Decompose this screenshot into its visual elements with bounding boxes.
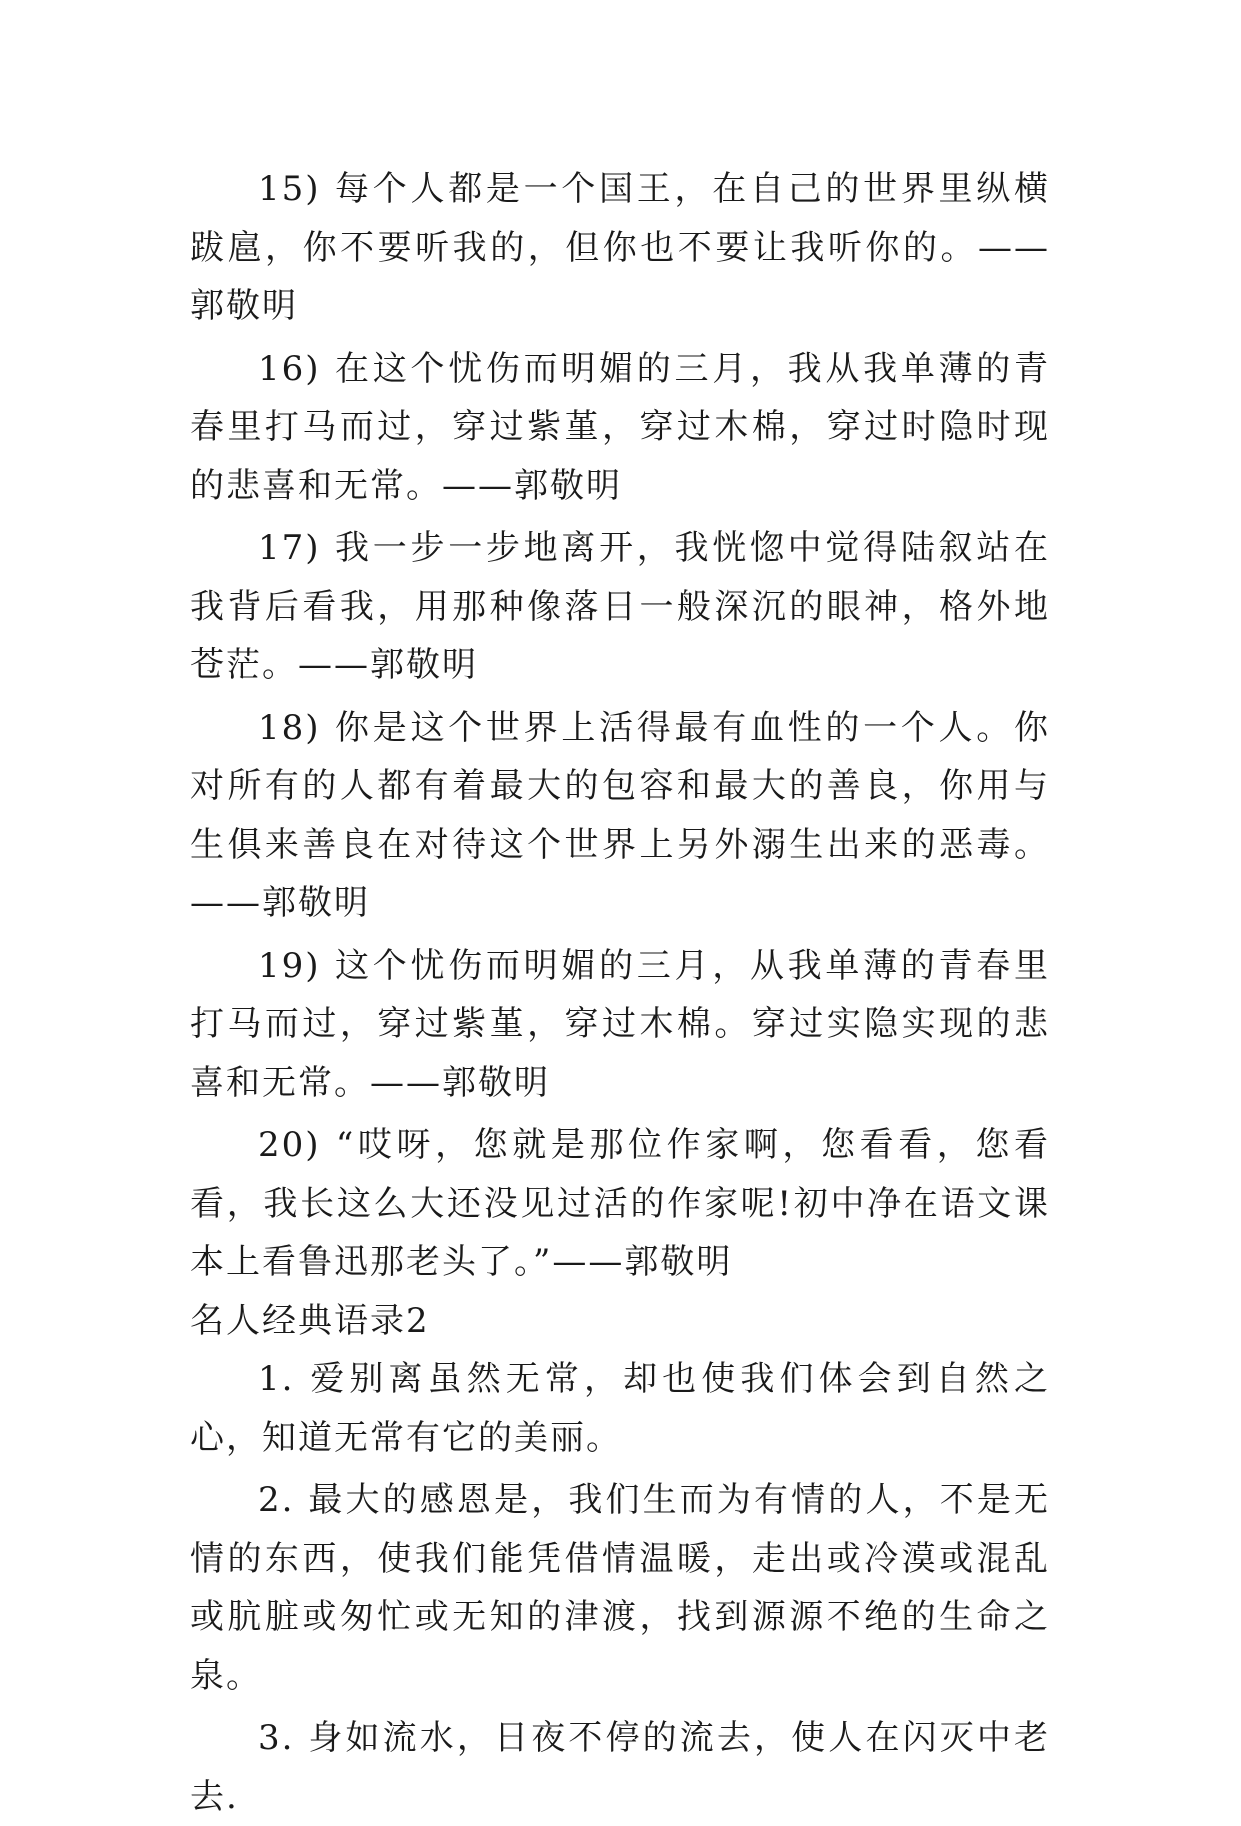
quote-17: 17) 我一步一步地离开，我恍惚中觉得陆叙站在我背后看我，用那种像落日一般深沉的眼神，格外地苍茫。——郭敬明 bbox=[190, 528, 1050, 685]
quote-20: 20) “哎呀，您就是那位作家啊，您看看，您看看，我长这么大还没见过活的作家呢!初中净在语文课本上看鲁迅那老头了。”——郭敬明 bbox=[190, 1125, 1050, 1282]
quote-16: 16) 在这个忧伤而明媚的三月，我从我单薄的青春里打马而过，穿过紫堇，穿过木棉，穿过时隐时现的悲喜和无常。——郭敬明 bbox=[190, 348, 1050, 506]
quote-15: 15) 每个人都是一个国王，在自己的世界里纵横跋扈，你不要听我的，但你也不要让我听你的。——郭敬明 bbox=[190, 169, 1050, 326]
quote-2: 2. 最大的感恩是，我们生而为有情的人，不是无情的东西，使我们能凭借情温暖，走出或冷漠或混乱或肮脏或匆忙或无知的津渡，找到源源不绝的生命之泉。 bbox=[190, 1480, 1050, 1696]
section-heading: 名人经典语录2 bbox=[190, 1300, 430, 1341]
quote-18: 18) 你是这个世界上活得最有血性的一个人。你对所有的人都有着最大的包容和最大的善良，你用与生俱来善良在对待这个世界上另外溺生出来的恶毒。——郭敬明 bbox=[190, 707, 1050, 923]
quote-19: 19) 这个忧伤而明媚的三月，从我单薄的青春里打马而过，穿过紫堇，穿过木棉。穿过实隐实现的悲喜和无常。——郭敬明 bbox=[190, 945, 1050, 1103]
quote-1: 1. 爱别离虽然无常，却也使我们体会到自然之心，知道无常有它的美丽。 bbox=[190, 1359, 1050, 1458]
document-body bbox=[190, 160, 1050, 1826]
quote-3: 3. 身如流水，日夜不停的流去，使人在闪灭中老去. bbox=[190, 1718, 1050, 1817]
